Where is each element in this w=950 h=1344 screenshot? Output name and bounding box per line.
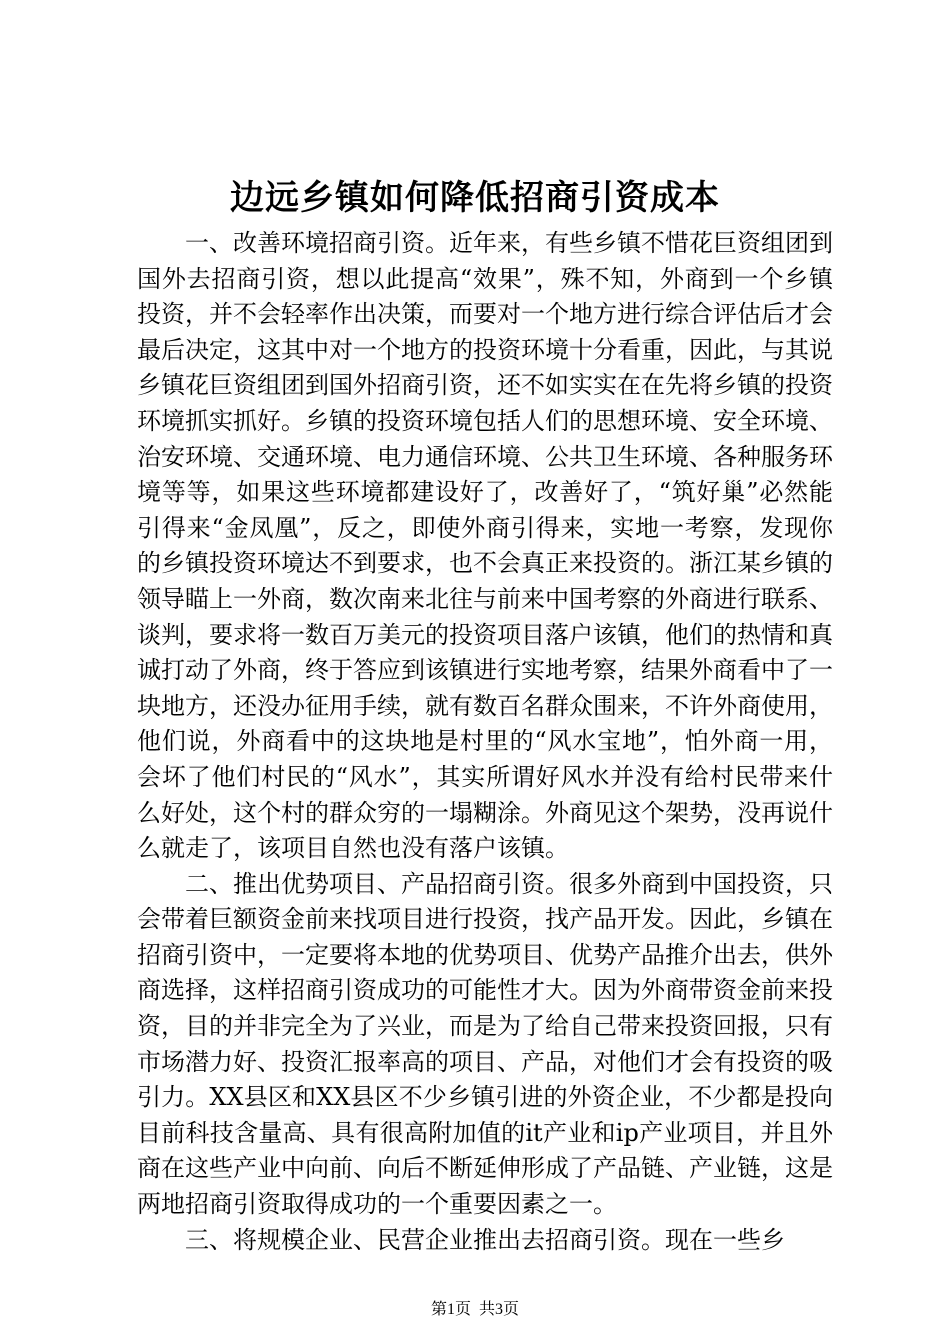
document-body (137, 226, 833, 1258)
paragraph-3: 三、将规模企业、民营企业推出去招商引资。现在一些乡 (185, 1225, 785, 1254)
page-footer (0, 1300, 950, 1320)
page-total: 共3页 (479, 1301, 520, 1318)
paragraph-1: 一、改善环境招商引资。近年来，有些乡镇不惜花巨资组团到国外去招商引资，想以此提高“效果”，殊不知，外商到一个乡镇投资，并不会轻率作出决策，而要对一个地方进行综合评估后才会最后决定，这其中对一个地方的投资环境十分看重，因此，与其说乡镇花巨资组团到国外招商引资，还不如实实在在先将乡镇的投资环境抓实抓好。乡镇的投资环境包括人们的思想环境、安全环境、治安环境、交通环境、电力通信环境、公共卫生环境、各种服务环境等等，如果这些环境都建设好了，改善好了，“筑好巢”必然能引得来“金凤凰”，反之，即使外商引得来，实地一考察，发现你的乡镇投资环境达不到要求，也不会真正来投资的。浙江某乡镇的领导瞄上一外商，数次南来北往与前来中国考察的外商进行联系、谈判，要求将一数百万美元的投资项目落户该镇，他们的热情和真诚打动了外商，终于答应到该镇进行实地考察，结果外商看中了一块地方，还没办征用手续，就有数百名群众围来，不许外商使用，他们说，外商看中的这块地是村里的“风水宝地”，怕外商一用，会坏了他们村民的“风水”，其实所谓好风水并没有给村民带来什么好处，这个村的群众穷的一塌糊涂。外商见这个架势，没再说什么就走了，该项目自然也没有落户该镇。 (137, 229, 833, 863)
document-title: 边远乡镇如何降低招商引资成本 (230, 178, 720, 218)
paragraph-2: 二、推出优势项目、产品招商引资。很多外商到中国投资，只会带着巨额资金前来找项目进行投资，找产品开发。因此，乡镇在招商引资中，一定要将本地的优势项目、优势产品推介出去，供外商选择，这样招商引资成功的可能性才大。因为外商带资金前来投资，目的并非完全为了兴业，而是为了给自己带来投资回报，只有市场潜力好、投资汇报率高的项目、产品，对他们才会有投资的吸引力。XX县区和XX县区不少乡镇引进的外资企业，不少都是投向目前科技含量高、具有很高附加值的it产业和ip产业项目，并且外商在这些产业中向前、向后不断延伸形成了产品链、产业链，这是两地招商引资取得成功的一个重要因素之一。 (137, 869, 833, 1219)
page-number: 第1页 (430, 1301, 471, 1318)
